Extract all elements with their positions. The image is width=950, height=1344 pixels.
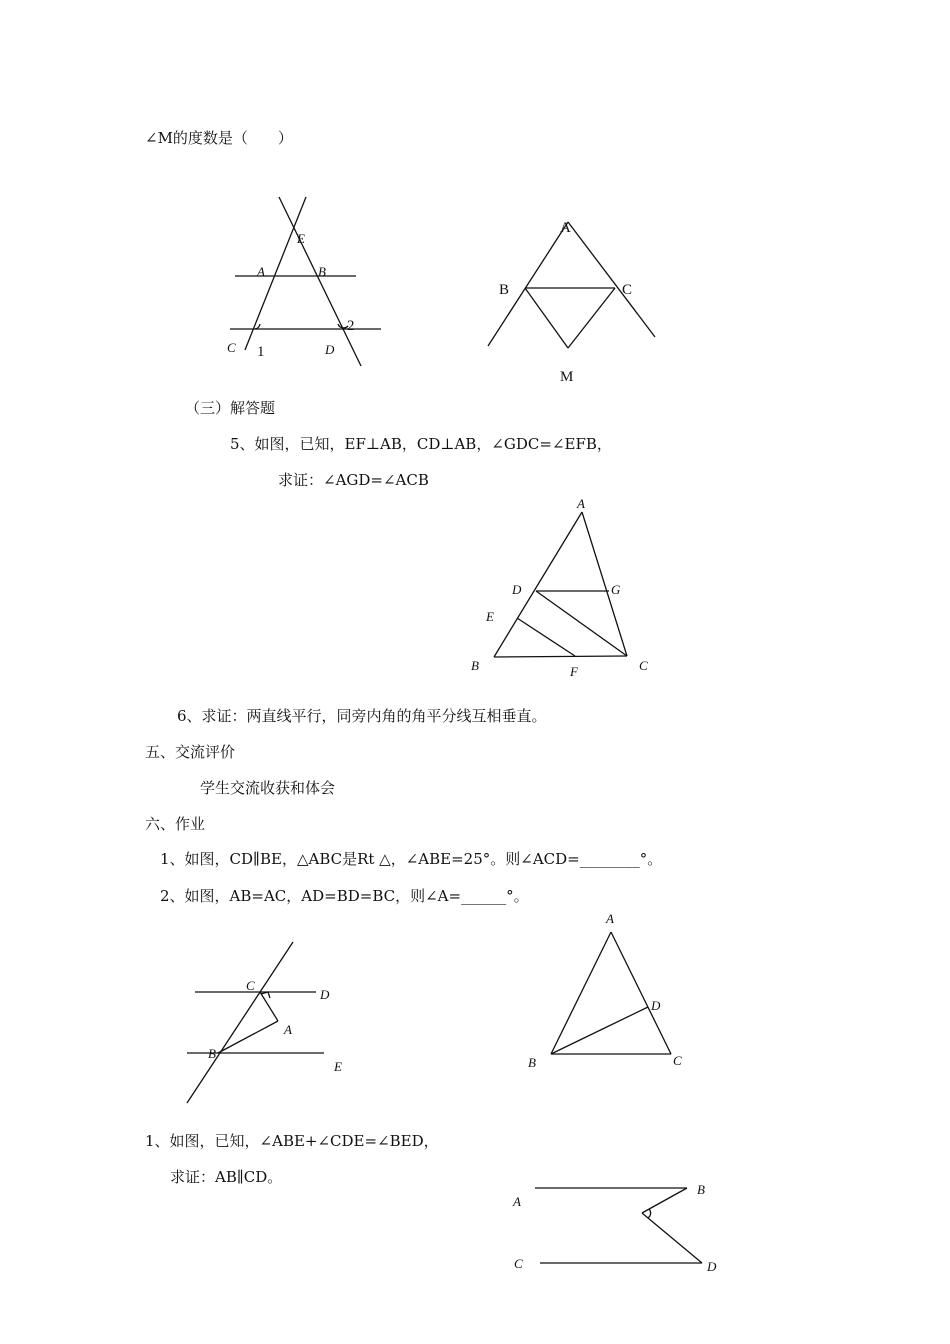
angle-m-question: ∠M的度数是（ ） [145,129,293,147]
label-g: G [611,582,621,597]
extra-problem-1-prove: 求证：AB∥CD。 [170,1168,283,1186]
side-ab [551,932,611,1054]
angle-e-arc [648,1209,651,1218]
label-a: A [284,1022,292,1037]
label-a: A [257,264,265,279]
section-five-body: 学生交流收获和体会 [200,779,336,797]
figure-parallel-lines-transversals [215,190,405,370]
figure-parallel-right-triangle [180,935,360,1110]
label-d: D [325,342,335,357]
label-c: C [514,1256,523,1271]
segment-cm [568,288,615,348]
segment-ef [517,618,575,656]
label-a: A [577,496,585,511]
transversal [187,942,293,1103]
figure-triangle-angle-m [480,210,670,390]
side-ab [494,512,582,657]
label-c: C [673,1053,682,1068]
figure-parallel-zigzag [505,1175,735,1285]
segment-bm [525,288,568,348]
label-c: C [639,658,648,673]
label-f: F [570,664,578,679]
label-b: B [208,1046,216,1061]
section-three-heading: （三）解答题 [185,399,276,417]
label-b: B [528,1055,536,1070]
segment-bd [551,1007,648,1054]
section-five-heading: 五、交流评价 [145,743,236,761]
label-d: D [651,998,661,1013]
label-d: D [707,1259,717,1274]
label-d: D [320,987,330,1002]
label-b: B [697,1182,705,1197]
problem-6: 6、求证：两直线平行，同旁内角的角平分线互相垂直。 [177,707,547,725]
section-six-heading: 六、作业 [145,815,206,833]
label-angle-2: 2 [347,318,355,334]
segment-ed [642,1213,702,1263]
label-angle-1: 1 [257,344,265,360]
label-c: C [227,340,236,355]
transversal-left [245,197,306,350]
side-ac [611,932,671,1054]
side-bc [494,656,627,657]
label-c: C [246,978,255,993]
figure-triangle-abc-degf [460,490,670,690]
extra-problem-1: 1、如图，已知，∠ABE+∠CDE=∠BED， [145,1132,439,1150]
label-c: C [622,282,633,298]
label-b: B [471,658,479,673]
problem-5-prove: 求证：∠AGD=∠ACB [278,471,429,489]
segment-dc [536,591,627,656]
label-a: A [513,1194,521,1209]
label-a: A [606,911,614,926]
label-d: D [512,582,522,597]
label-b: B [318,264,326,279]
label-a: A [560,220,571,236]
label-e: E [297,231,305,246]
transversal-right [279,197,361,366]
homework-2: 2、如图，AB=AC，AD=BD=BC，则∠A=______°。 [160,887,529,905]
label-e: E [334,1059,342,1074]
label-m: M [560,369,574,385]
label-e: E [486,609,494,624]
segment-ab [218,1021,278,1053]
homework-1: 1、如图，CD∥BE，△ABC是Rt △，∠ABE=25°。则∠ACD=________°。 [160,850,663,868]
problem-5: 5、如图，已知，EF⊥AB，CD⊥AB，∠GDC=∠EFB， [230,435,612,453]
label-b: B [499,282,510,298]
figure-isosceles-triangle [520,905,700,1075]
ray-ac [568,222,655,337]
